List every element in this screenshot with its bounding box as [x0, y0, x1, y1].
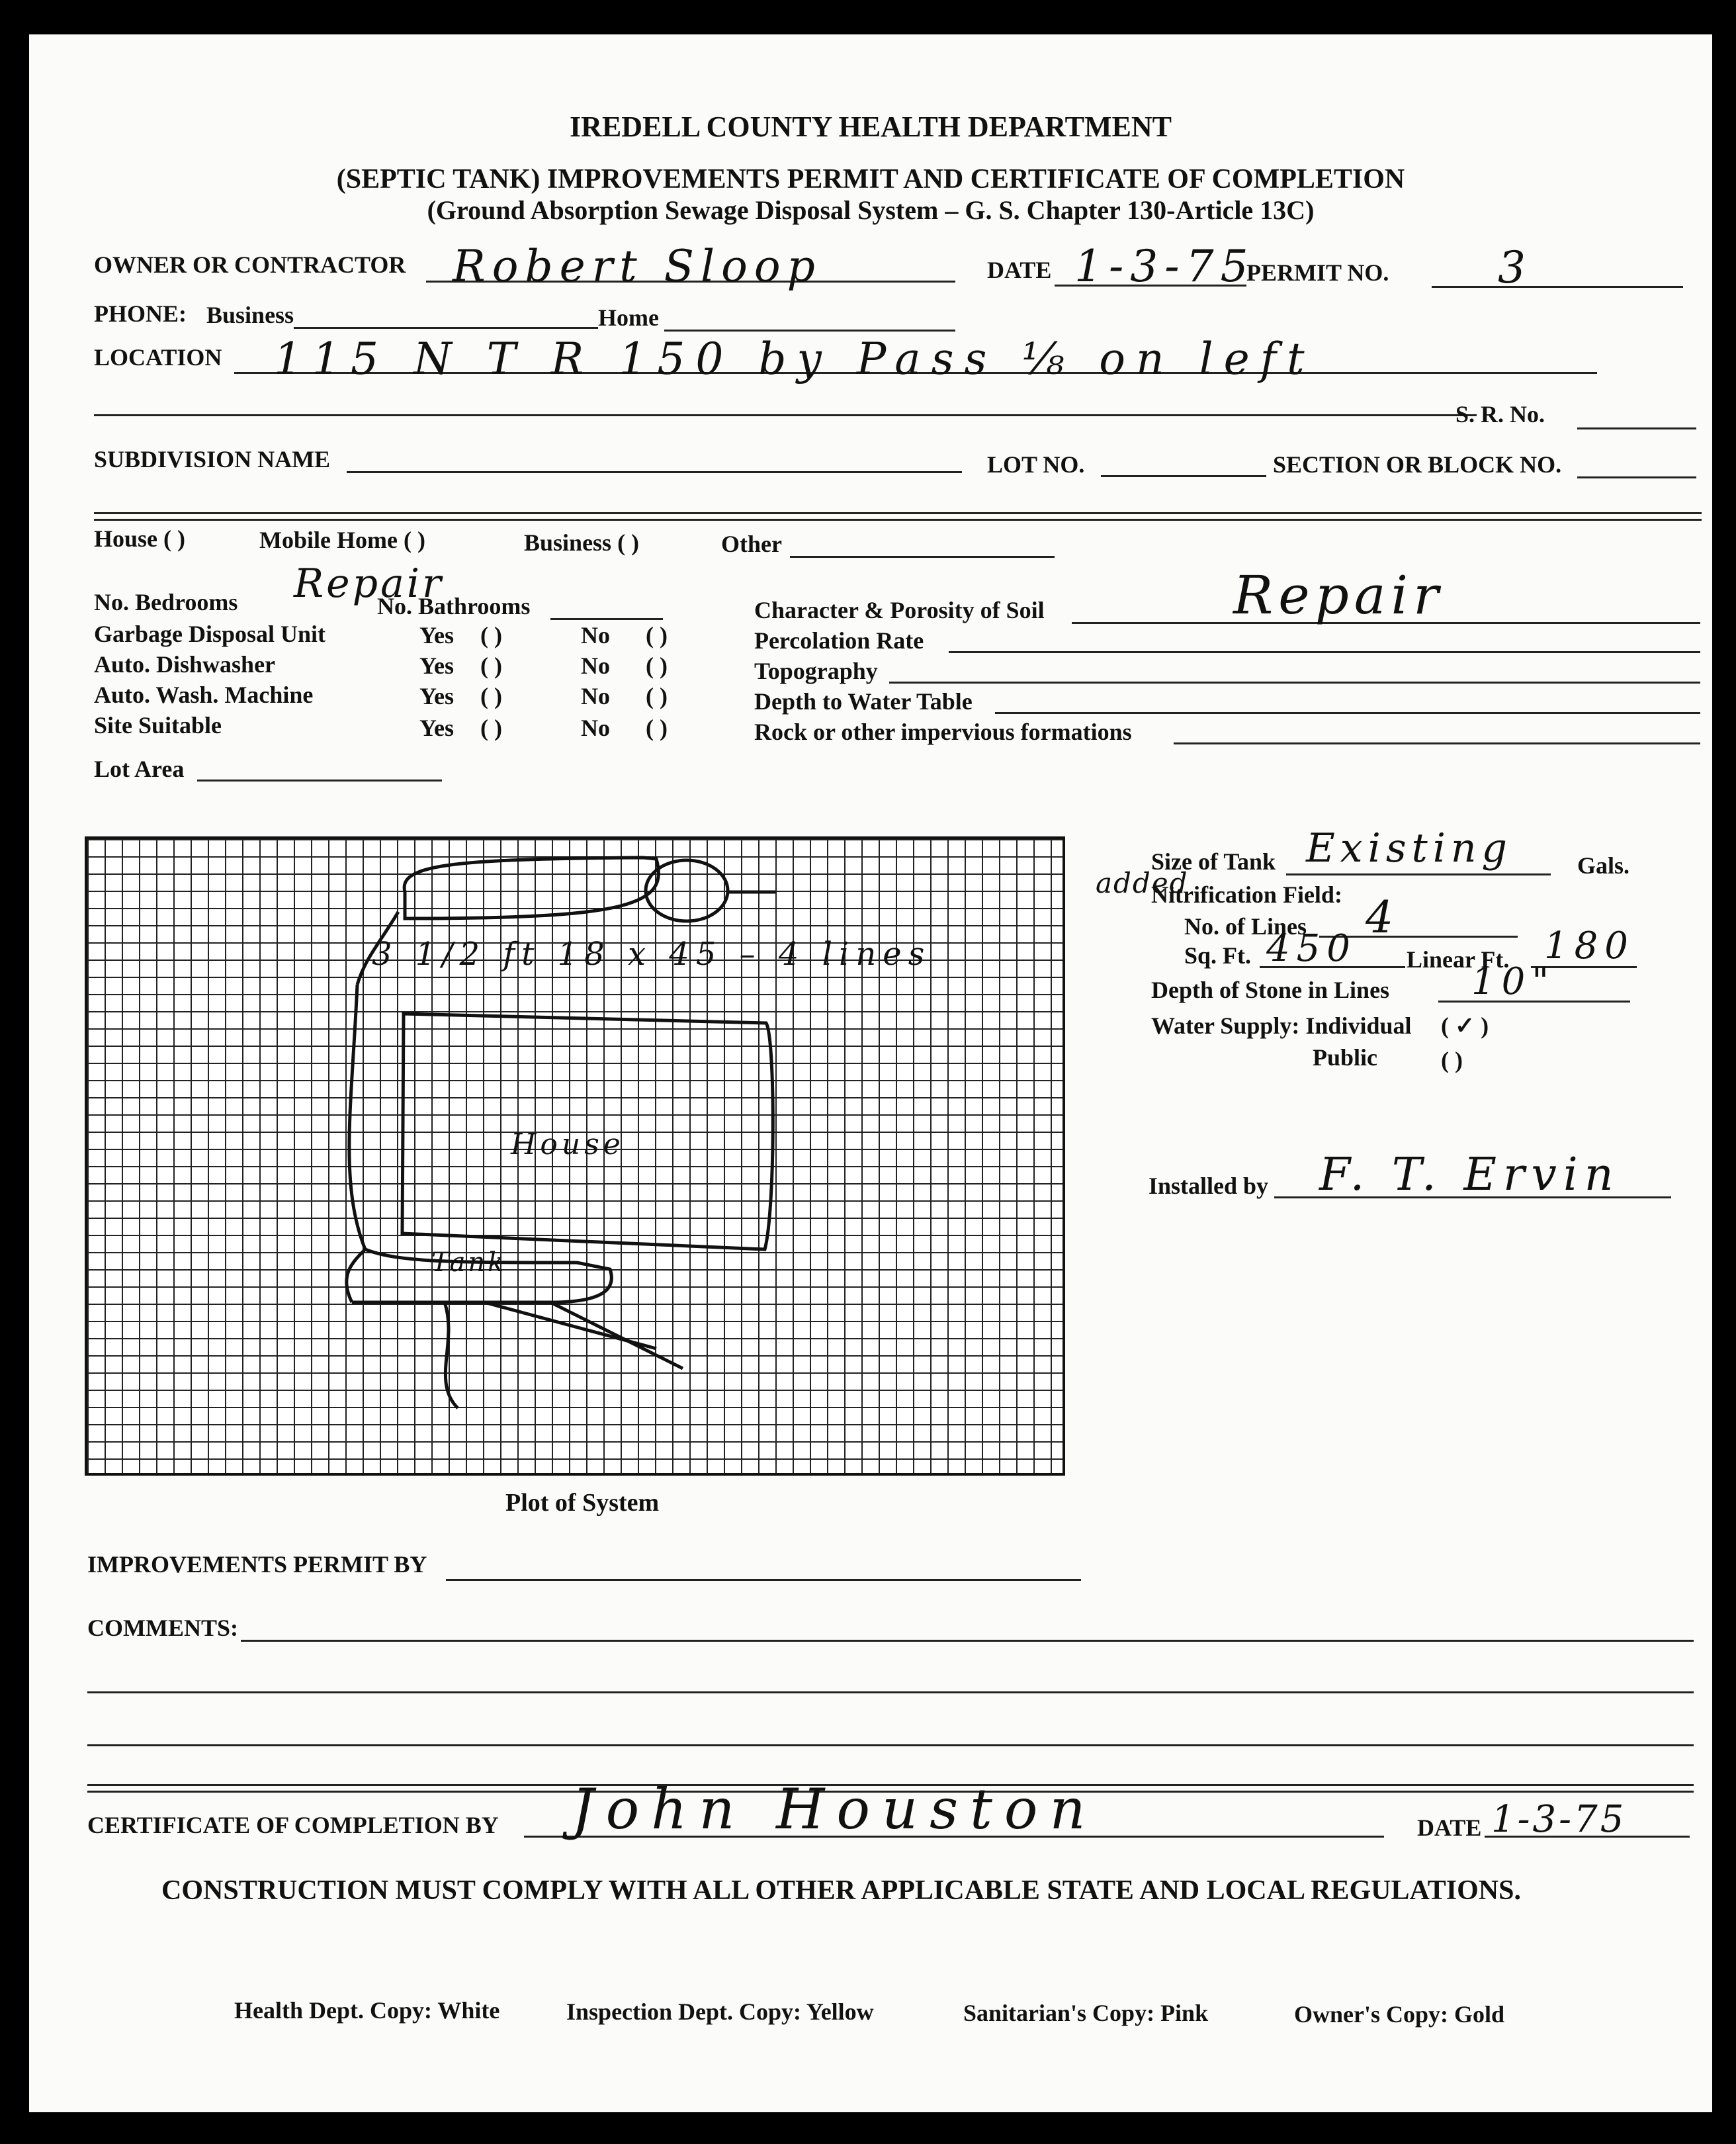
- yes-paren: ( ): [480, 652, 502, 679]
- no-paren: ( ): [646, 652, 668, 679]
- lot-label: LOT NO.: [987, 451, 1085, 478]
- owner-label: OWNER OR CONTRACTOR: [94, 251, 406, 278]
- installed-by-label: Installed by: [1149, 1173, 1269, 1199]
- no-paren: ( ): [646, 622, 668, 648]
- check-label: Site Suitable: [94, 712, 222, 738]
- topography-label: Topography: [754, 658, 878, 684]
- phone-business-label: Business: [206, 302, 294, 328]
- copy-health: Health Dept. Copy: White: [234, 1997, 500, 2024]
- no-label: No: [581, 652, 610, 679]
- water-table-label: Depth to Water Table: [754, 688, 973, 715]
- installed-by-value: F. T. Ervin: [1319, 1149, 1620, 1201]
- copy-sanitarian: Sanitarian's Copy: Pink: [963, 2000, 1209, 2026]
- divider: [94, 512, 1702, 521]
- certificate-date-value: 1-3-75: [1491, 1798, 1627, 1841]
- yes-label: Yes: [419, 683, 454, 709]
- yes-paren: ( ): [480, 715, 502, 741]
- plot-sketch-dimensions: 3 1/2 ft 18 x 45 – 4 lines: [372, 936, 932, 973]
- tank-added-note: added: [1096, 867, 1189, 899]
- permit-label: PERMIT NO.: [1246, 259, 1389, 286]
- public-label: Public: [1313, 1044, 1378, 1071]
- sr-label: S. R. No.: [1455, 401, 1545, 427]
- no-label: No: [581, 683, 610, 709]
- stone-depth-label: Depth of Stone in Lines: [1151, 977, 1390, 1003]
- location-value: 115 N T R 150 by Pass ⅛ on left: [274, 334, 1315, 384]
- linear-ft-value: 180: [1544, 924, 1635, 967]
- plot-sketch-house: House: [511, 1128, 625, 1161]
- certificate-date-label: DATE: [1417, 1814, 1482, 1841]
- lot-area-label: Lot Area: [94, 756, 185, 782]
- date-value: 1-3-75: [1074, 241, 1255, 292]
- lines-label: No. of Lines: [1184, 913, 1307, 940]
- phone-home-label: Home: [598, 304, 659, 331]
- linear-ft-label: Linear Ft.: [1407, 946, 1510, 973]
- copy-owner: Owner's Copy: Gold: [1294, 2001, 1505, 2028]
- business-option: Business ( ): [524, 529, 640, 556]
- location-label: LOCATION: [94, 344, 222, 371]
- yes-label: Yes: [419, 715, 454, 741]
- other-label: Other: [721, 531, 782, 557]
- public-value: ( ): [1441, 1047, 1463, 1073]
- tank-size-value: Existing: [1306, 825, 1512, 871]
- yes-paren: ( ): [480, 622, 502, 648]
- sqft-label: Sq. Ft.: [1184, 942, 1252, 969]
- bedrooms-label: No. Bedrooms: [94, 589, 238, 615]
- check-label: Garbage Disposal Unit: [94, 621, 326, 647]
- plot-label: Plot of System: [505, 1489, 660, 1517]
- tank-gals-label: Gals.: [1577, 852, 1630, 879]
- copy-inspection: Inspection Dept. Copy: Yellow: [566, 1998, 874, 2025]
- water-supply-label: Water Supply: Individual: [1151, 1012, 1412, 1039]
- no-label: No: [581, 622, 610, 648]
- owner-value: Robert Sloop: [453, 241, 822, 292]
- date-label: DATE: [987, 257, 1052, 283]
- check-label: Auto. Dishwasher: [94, 651, 276, 678]
- bedrooms-value: Repair: [294, 560, 444, 607]
- subdivision-label: SUBDIVISION NAME: [94, 446, 331, 472]
- agency-title: IREDELL COUNTY HEALTH DEPARTMENT: [570, 111, 1172, 143]
- tank-size-label: Size of Tank: [1151, 848, 1276, 875]
- stone-depth-value: 10": [1471, 960, 1556, 1003]
- form-subtitle: (Ground Absorption Sewage Disposal System – G. S. Chapter 130-Article 13C): [427, 195, 1315, 225]
- mobile-home-option: Mobile Home ( ): [259, 527, 425, 553]
- phone-label: PHONE:: [94, 300, 187, 327]
- form-title: (SEPTIC TANK) IMPROVEMENTS PERMIT AND CERTIFICATE OF COMPLETION: [336, 164, 1405, 195]
- nitrification-label: Nitrification Field:: [1151, 881, 1342, 908]
- water-individual-value: ( ✓ ): [1441, 1012, 1489, 1039]
- no-label: No: [581, 715, 610, 741]
- yes-label: Yes: [419, 622, 454, 648]
- house-option: House ( ): [94, 525, 185, 552]
- comments-label: COMMENTS:: [87, 1615, 238, 1641]
- sqft-value: 450: [1266, 927, 1357, 970]
- yes-label: Yes: [419, 652, 454, 679]
- certificate-label: CERTIFICATE OF COMPLETION BY: [87, 1812, 499, 1838]
- permit-value: 3: [1498, 242, 1532, 293]
- compliance-notice: CONSTRUCTION MUST COMPLY WITH ALL OTHER APPLICABLE STATE AND LOCAL REGULATIONS.: [161, 1875, 1521, 1906]
- plot-sketch-tank: Tank: [431, 1247, 507, 1278]
- plot-grid: [85, 836, 1065, 1476]
- section-label: SECTION OR BLOCK NO.: [1273, 451, 1562, 478]
- bathrooms-label: No. Bathrooms: [377, 593, 531, 619]
- no-paren: ( ): [646, 683, 668, 709]
- no-paren: ( ): [646, 715, 668, 741]
- permit-form: [29, 34, 1712, 2112]
- perc-label: Percolation Rate: [754, 627, 924, 654]
- check-label: Auto. Wash. Machine: [94, 682, 314, 708]
- improvements-permit-label: IMPROVEMENTS PERMIT BY: [87, 1551, 427, 1578]
- soil-label: Character & Porosity of Soil: [754, 597, 1045, 623]
- certificate-signature: John Houston: [572, 1777, 1098, 1842]
- rock-label: Rock or other impervious formations: [754, 719, 1132, 745]
- soil-value: Repair: [1233, 564, 1444, 626]
- yes-paren: ( ): [480, 683, 502, 709]
- lines-value: 4: [1366, 892, 1400, 943]
